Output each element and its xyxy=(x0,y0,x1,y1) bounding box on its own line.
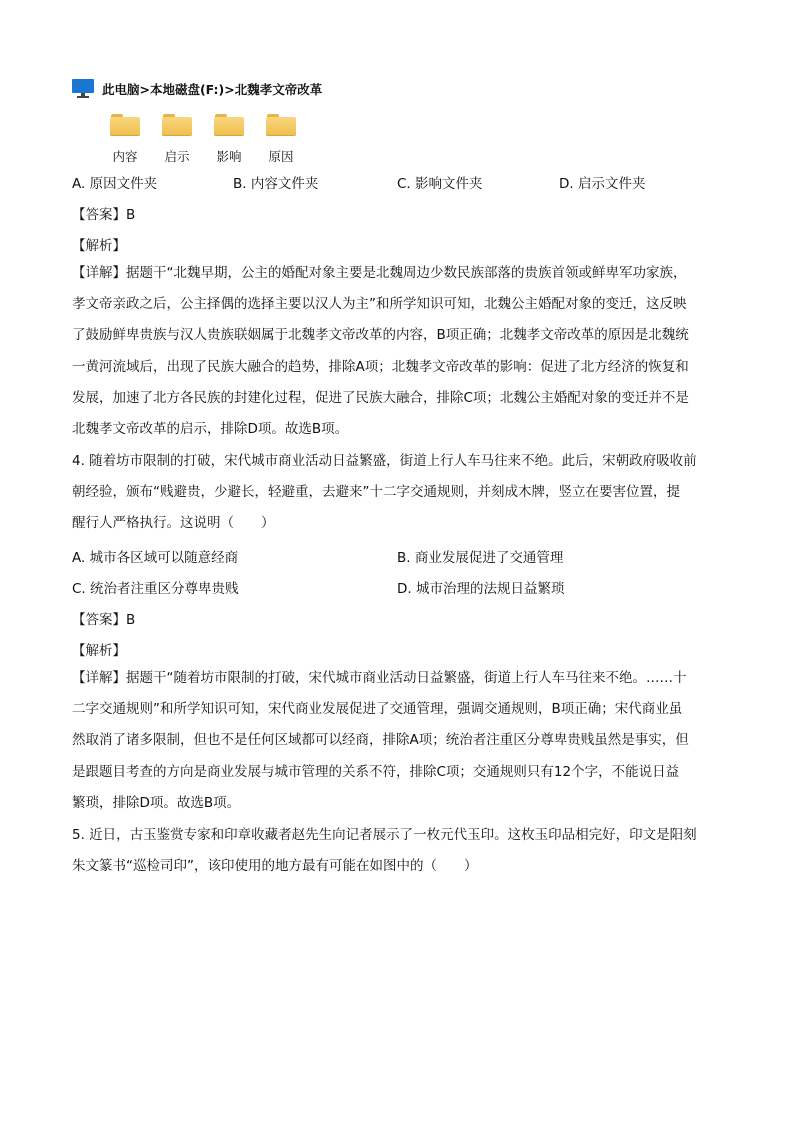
q3-analysis-heading: 【解析】 xyxy=(72,238,126,254)
q4-analysis-heading: 【解析】 xyxy=(72,643,126,659)
text-line: 【详解】据题干“随着坊市限制的打破，宋代城市商业活动日益繁盛，街道上行人车马往来不绝。……十 xyxy=(72,670,687,686)
text-line: 4. 随着坊市限制的打破，宋代城市商业活动日益繁盛，街道上行人车马往来不绝。此后，宋朝政府吸收前 xyxy=(72,453,697,469)
q3-option-a: A. 原因文件夹 xyxy=(72,176,158,192)
q4-stem xyxy=(72,446,722,540)
folder-list xyxy=(106,113,300,165)
text-line: 然取消了诸多限制，但也不是任何区域都可以经商，排除A项；统治者注重区分尊卑贵贱虽然是事实，但 xyxy=(72,732,689,749)
q3-answer: 【答案】B xyxy=(72,207,136,223)
q4-option-b: B. 商业发展促进了交通管理 xyxy=(397,550,564,566)
breadcrumb xyxy=(72,79,322,99)
text-line: 醒行人严格执行。这说明（ ） xyxy=(72,515,275,532)
folder-icon xyxy=(110,113,140,137)
text-line: 是跟题目考查的方向是商业发展与城市管理的关系不符，排除C项；交通规则只有12个字，不能说日益 xyxy=(72,763,680,780)
folder-icon xyxy=(162,113,192,137)
q4-detail xyxy=(72,663,722,819)
q3-option-b: B. 内容文件夹 xyxy=(233,176,319,192)
folder-label: 影响 xyxy=(216,149,242,164)
text-line: 二字交通规则”和所学知识可知，宋代商业发展促进了交通管理，强调交通规则，B项正确；宋代商业虽 xyxy=(72,701,683,718)
folder-label: 内容 xyxy=(112,149,138,164)
text-line: 5. 近日，古玉鉴赏专家和印章收藏者赵先生向记者展示了一枚元代玉印。这枚玉印品相完好，印文是阳刻 xyxy=(72,827,697,843)
computer-icon xyxy=(72,79,94,99)
text-line: 了鼓励鲜卑贵族与汉人贵族联姻属于北魏孝文帝改革的内容，B项正确；北魏孝文帝改革的原因是北魏统 xyxy=(72,327,689,344)
q4-option-c: C. 统治者注重区分尊卑贵贱 xyxy=(72,581,239,597)
text-line: 朝经验，颁布“贱避贵，少避长，轻避重，去避来”十二字交通规则，并刻成木牌，竖立在要害位置，提 xyxy=(72,484,680,501)
q4-option-d: D. 城市治理的法规日益繁琐 xyxy=(397,581,565,597)
q4-option-a: A. 城市各区域可以随意经商 xyxy=(72,550,239,566)
folder-item xyxy=(106,113,144,165)
folder-icon xyxy=(214,113,244,137)
folder-label: 启示 xyxy=(164,149,190,164)
text-line: 朱文篆书“巡检司印”，该印使用的地方最有可能在如图中的（ ） xyxy=(72,858,478,875)
text-line: 孝文帝亲政之后，公主择偶的选择主要以汉人为主”和所学知识可知，北魏公主婚配对象的变迁，这反映 xyxy=(72,296,687,313)
text-line: 发展，加速了北方各民族的封建化过程，促进了民族大融合，排除C项；北魏公主婚配对象的变迁并不是 xyxy=(72,389,689,406)
q3-option-c: C. 影响文件夹 xyxy=(397,176,483,192)
folder-label: 原因 xyxy=(268,149,294,164)
text-line: 繁琐，排除D项。故选B项。 xyxy=(72,794,241,811)
q3-detail xyxy=(72,258,722,445)
q3-option-d: D. 启示文件夹 xyxy=(559,176,646,192)
text-line: 【详解】据题干“北魏早期，公主的婚配对象主要是北魏周边少数民族部落的贵族首领或鲜卑军功家族， xyxy=(72,265,687,281)
text-line: 北魏孝文帝改革的启示，排除D项。故选B项。 xyxy=(72,421,349,438)
q4-answer: 【答案】B xyxy=(72,612,136,628)
folder-item xyxy=(262,113,300,165)
folder-icon xyxy=(266,113,296,137)
folder-item xyxy=(158,113,196,165)
folder-item xyxy=(210,113,248,165)
q5-stem xyxy=(72,820,722,882)
breadcrumb-path: 此电脑>本地磁盘(F:)>北魏孝文帝改革 xyxy=(102,82,323,97)
text-line: 一黄河流域后，出现了民族大融合的趋势，排除A项；北魏孝文帝改革的影响：促进了北方经济的恢复和 xyxy=(72,358,689,375)
